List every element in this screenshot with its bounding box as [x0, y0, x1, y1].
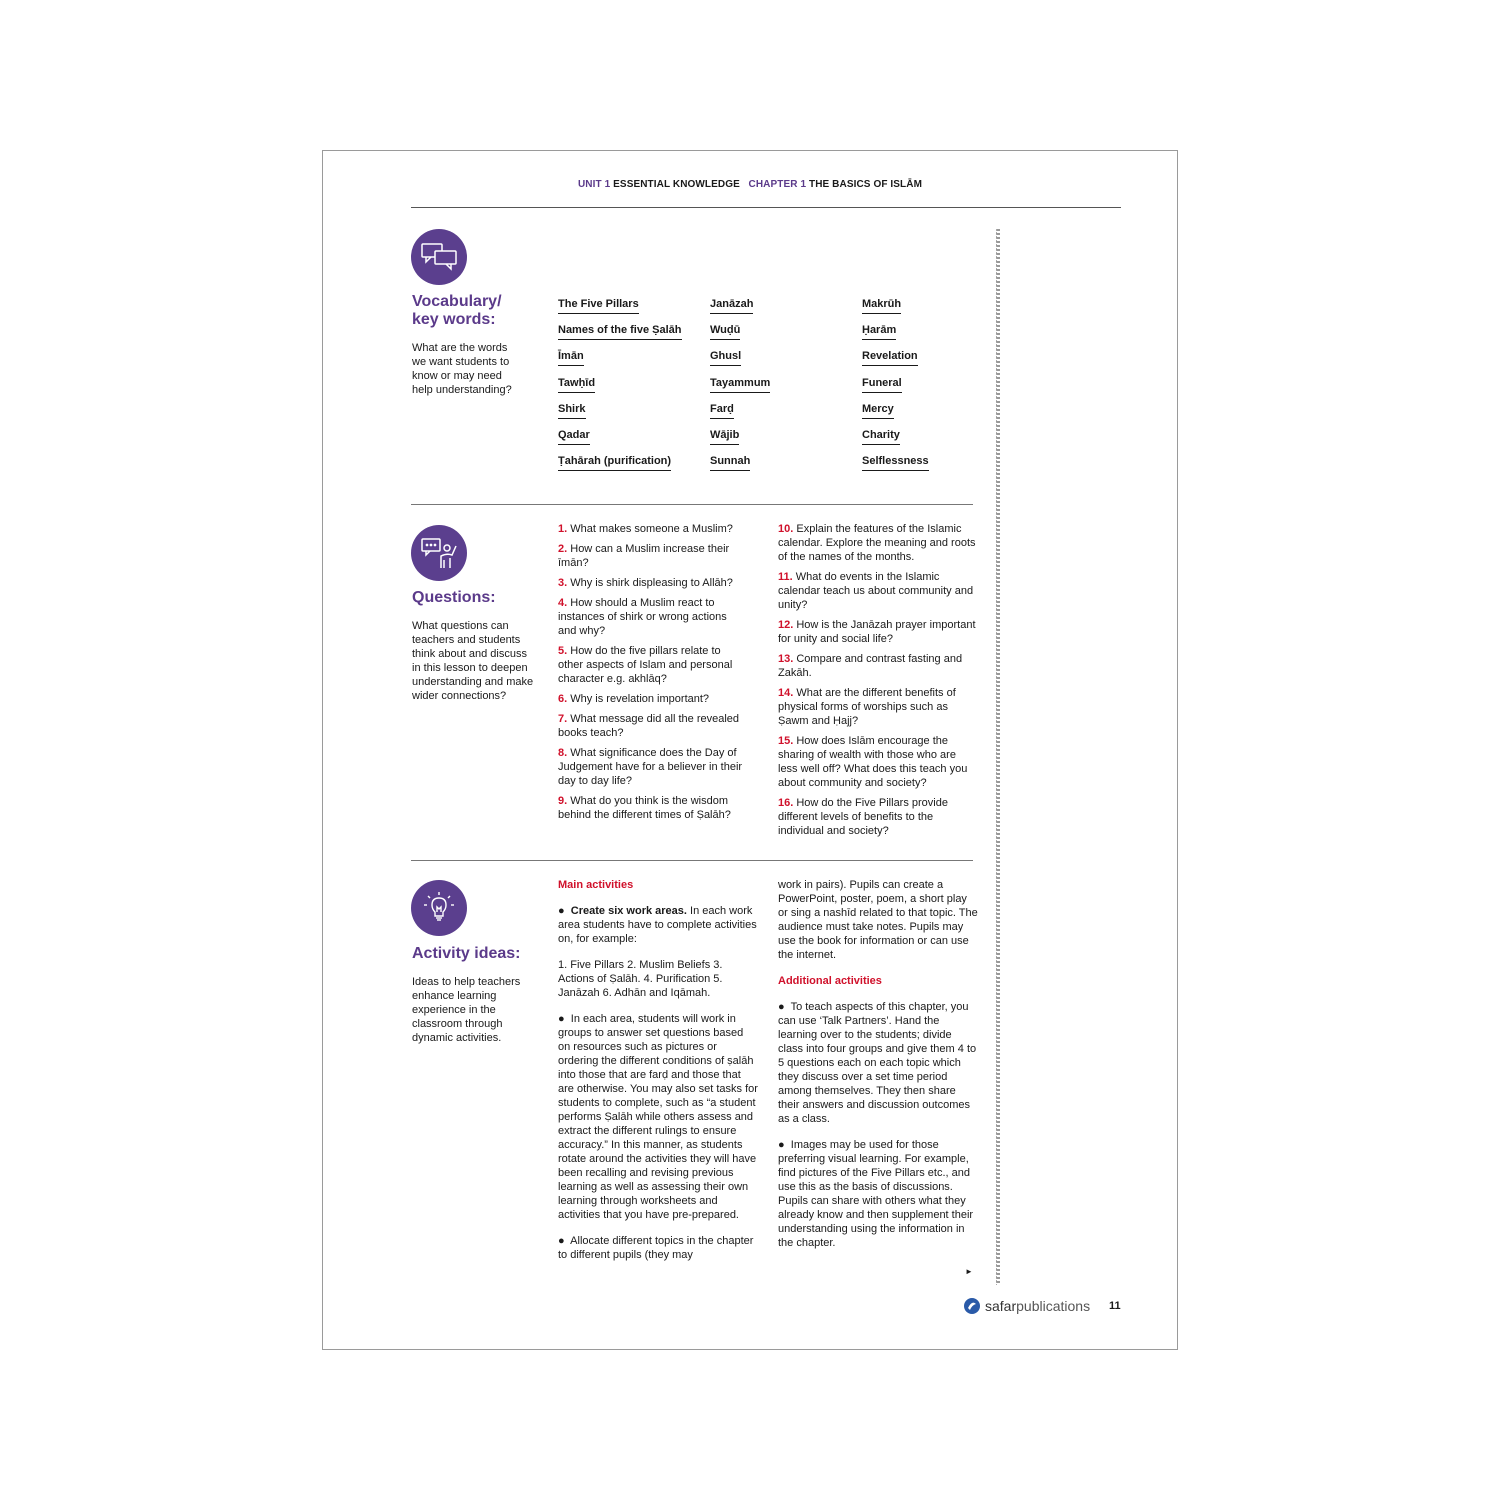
lightbulb-icon: [411, 880, 467, 936]
unit-title: ESSENTIAL KNOWLEDGE: [613, 179, 740, 190]
activity-title: Activity ideas:: [412, 945, 521, 962]
questions-column-left: [558, 522, 748, 828]
activity-bullet: ● In each area, students will work in groups to answer set questions based on resources such as pictures or ordering the different conditions of ṣalāh into those that are farḍ and those that are otherwise. You may also set tasks for students to complete, such as “a student performs Ṣalāh while others assess and extract the different rulings to ensure accuracy.” In this manner, as students rotate around the activities they will have been recalling and revising previous learning as well as assessing their own learning through worksheets and activities that you have pre-prepared.: [558, 1013, 758, 1221]
vocab-word: Mercy: [862, 402, 929, 428]
question-item: 3. Why is shirk displeasing to Allāh?: [558, 577, 733, 589]
section-divider: [411, 504, 973, 505]
question-item: 8. What significance does the Day of Judgement have for a believer in their day to day life?: [558, 747, 743, 787]
activities-column-right: [778, 878, 978, 1262]
vocab-word: Ṭahārah (purification): [558, 454, 682, 480]
activity-bullet: ● Images may be used for those preferring visual learning. For example, find pictures of the Five Pillars etc., and use this as the basis of discussions. Pupils can share with others what they already know and then supplement their understanding using the information in the chapter.: [778, 1139, 974, 1249]
questions-column-right: [778, 522, 976, 844]
chapter-title: THE BASICS OF ISLĀM: [809, 179, 923, 190]
vocab-word: The Five Pillars: [558, 297, 682, 323]
question-item: 7. What message did all the revealed books teach?: [558, 713, 740, 739]
vocab-word: Īmān: [558, 349, 682, 375]
vocab-word: Ghusl: [710, 349, 770, 375]
chapter-label: CHAPTER 1: [748, 179, 807, 190]
question-item: 11. What do events in the Islamic calendar teach us about community and unity?: [778, 571, 974, 611]
additional-activities-heading: Additional activities: [778, 975, 882, 987]
question-item: 2. How can a Muslim increase their īmān?: [558, 543, 730, 569]
vocab-word: Names of the five Ṣalāh: [558, 323, 682, 349]
vocab-word: Revelation: [862, 349, 929, 375]
running-header: [323, 179, 1177, 190]
questions-title: Questions:: [412, 589, 496, 606]
unit-label: UNIT 1: [577, 179, 611, 190]
questions-description: What questions can teachers and students think about and discuss in this lesson to deepen understanding and make wider connections?: [412, 620, 534, 702]
vocab-word: Tayammum: [710, 376, 770, 402]
activities-column-left: [558, 878, 758, 1274]
vocab-word: Janāzah: [710, 297, 770, 323]
question-item: 13. Compare and contrast fasting and Zakāh.: [778, 653, 963, 679]
vocab-word: Farḍ: [710, 402, 770, 428]
logo-text-light: publications: [1016, 1298, 1091, 1314]
vocabulary-description: What are the words we want students to know or may need help understanding?: [412, 342, 512, 396]
activity-description: Ideas to help teachers enhance learning experience in the classroom through dynamic activities.: [412, 976, 521, 1044]
question-item: 14. What are the different benefits of physical forms of worships such as Ṣawm and Ḥajj?: [778, 687, 956, 727]
activity-bullet: ● Allocate different topics in the chapter to different pupils (they may: [558, 1235, 754, 1261]
page-edge-divider: [996, 229, 1000, 1285]
vocab-word: Ḥarām: [862, 323, 929, 349]
speech-bubbles-icon: [411, 229, 467, 285]
publisher-logo: [963, 1297, 1090, 1315]
question-item: 1. What makes someone a Muslim?: [558, 523, 733, 535]
vocab-word: Shirk: [558, 402, 682, 428]
vocab-word: Tawḥīd: [558, 376, 682, 402]
vocab-word: Wuḍū: [710, 323, 770, 349]
vocab-word: Funeral: [862, 376, 929, 402]
question-item: 4. How should a Muslim react to instances of shirk or wrong actions and why?: [558, 597, 727, 637]
question-item: 9. What do you think is the wisdom behind the different times of Ṣalāh?: [558, 795, 731, 821]
vocab-word: Wājib: [710, 428, 770, 454]
vocab-word: Sunnah: [710, 454, 770, 480]
header-divider: [411, 207, 1121, 208]
vocab-word: Selflessness: [862, 454, 929, 480]
question-item: 12. How is the Janāzah prayer important for unity and social life?: [778, 619, 976, 645]
main-activities-heading: Main activities: [558, 879, 634, 891]
publisher-logo-icon: [963, 1297, 981, 1315]
activity-bullet: ● To teach aspects of this chapter, you can use ‘Talk Partners’. Hand the learning over to the students; divide class into four groups and give them 4 to 5 questions each on each topic which they discuss over a set time period among themselves. They then share their answers and discussion outcomes as a class.: [778, 1001, 977, 1125]
question-item: 10. Explain the features of the Islamic calendar. Explore the meaning and roots of the names of the months.: [778, 523, 976, 563]
activity-topic-list: 1. Five Pillars 2. Muslim Beliefs 3. Actions of Ṣalāh. 4. Purification 5. Janāzah 6. Adhān and Iqāmah.: [558, 959, 723, 999]
activity-continued-text: work in pairs). Pupils can create a PowerPoint, poster, poem, a short play or sing a nashīd related to that topic. The audience must take notes. Pupils may use the book for information or can use the internet.: [778, 879, 978, 961]
activity-bullet: ● Create six work areas. In each work area students have to complete activities on, for example:: [558, 905, 757, 945]
vocab-column-2: [710, 297, 770, 480]
page-number: 11: [1109, 1300, 1121, 1312]
vocab-word: Charity: [862, 428, 929, 454]
section-divider: [411, 860, 973, 861]
vocab-word: Qadar: [558, 428, 682, 454]
logo-text-bold: safar: [985, 1298, 1017, 1314]
document-page: [322, 150, 1178, 1350]
vocab-column-3: [862, 297, 929, 480]
teacher-presenting-icon: [411, 525, 467, 581]
continue-arrow-icon: ►: [965, 1267, 973, 1276]
vocab-column-1: [558, 297, 682, 480]
question-item: 15. How does Islām encourage the sharing of wealth with those who are less well off? What does this teach you about community and society?: [778, 735, 968, 789]
question-item: 5. How do the five pillars relate to other aspects of Islam and personal character e.g. akhlāq?: [558, 645, 733, 685]
question-item: 16. How do the Five Pillars provide different levels of benefits to the individual and society?: [778, 797, 948, 837]
vocab-word: Makrūh: [862, 297, 929, 323]
question-item: 6. Why is revelation important?: [558, 693, 710, 705]
vocabulary-title-line2: key words:: [412, 311, 496, 328]
vocabulary-title-line1: Vocabulary/: [412, 293, 502, 310]
vocabulary-title: [412, 293, 502, 329]
